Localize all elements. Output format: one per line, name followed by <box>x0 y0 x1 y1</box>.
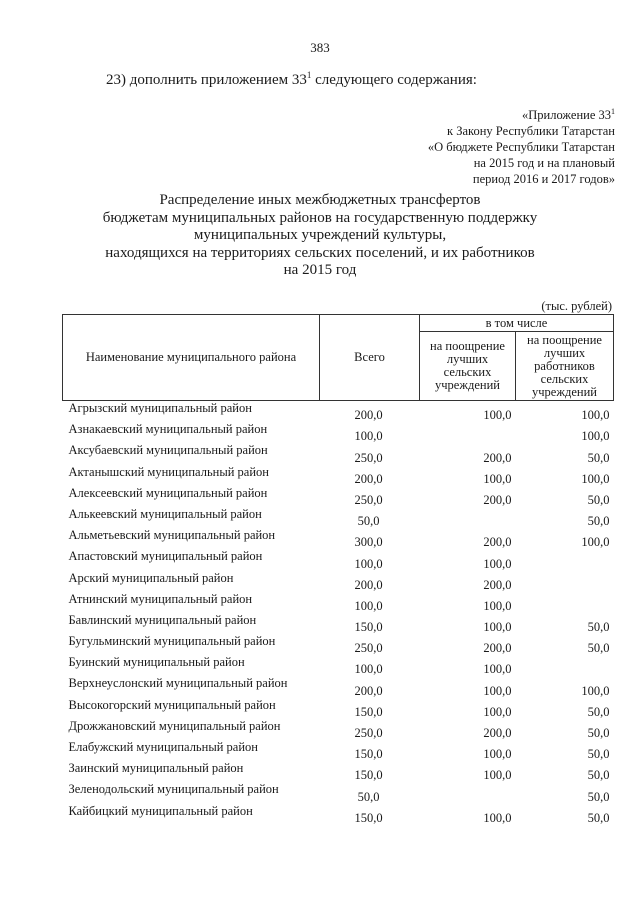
table-row <box>63 698 614 719</box>
title-line: муниципальных учреждений культуры, <box>193 227 447 243</box>
title-line: Распределение иных межбюджетных трансфертов <box>159 192 481 208</box>
title-line: на 2015 год <box>283 262 357 278</box>
district-name-cell: Алькеевский муниципальный район <box>68 506 262 521</box>
total-cell: 200,0 <box>354 577 383 592</box>
transfers-table <box>62 314 614 825</box>
table-row <box>63 401 614 423</box>
amendment-superscript: 1 <box>306 70 312 80</box>
best-institutions-cell: 100,0 <box>483 556 512 571</box>
best-workers-cell <box>516 571 614 592</box>
table-row <box>63 443 614 464</box>
header-name: Наименование муниципального района <box>63 315 320 401</box>
table-row <box>63 549 614 570</box>
total-cell: 150,0 <box>354 747 383 762</box>
district-name-cell: Аксубаевский муниципальный район <box>68 443 268 458</box>
table-row <box>63 655 614 676</box>
best-workers-cell: 100,0 <box>581 429 610 444</box>
total-cell: 150,0 <box>354 704 383 719</box>
best-institutions-cell: 200,0 <box>483 726 512 740</box>
total-cell: 100,0 <box>354 429 383 444</box>
best-workers-cell: 50,0 <box>587 620 610 635</box>
district-name-cell: Дрожжановский муниципальный район <box>68 718 281 733</box>
total-cell: 200,0 <box>354 408 383 423</box>
best-workers-cell <box>516 655 614 676</box>
best-workers-cell: 50,0 <box>587 726 610 740</box>
best-workers-cell: 50,0 <box>587 810 610 825</box>
best-workers-cell: 50,0 <box>587 641 610 656</box>
total-cell: 150,0 <box>354 620 383 635</box>
district-name-cell: Зеленодольский муниципальный район <box>68 782 279 797</box>
total-cell: 250,0 <box>354 641 383 656</box>
best-workers-cell: 100,0 <box>581 535 610 550</box>
best-workers-cell: 50,0 <box>587 450 610 465</box>
header-group: в том числе <box>420 315 614 332</box>
table-row <box>63 507 614 528</box>
district-name-cell: Высокогорский муниципальный район <box>68 697 276 712</box>
district-name-cell: Верхнеуслонский муниципальный район <box>68 676 288 691</box>
amendment-text <box>106 70 477 89</box>
district-name-cell: Азнакаевский муниципальный район <box>68 422 268 437</box>
amendment-suffix: следующего содержания: <box>311 72 477 88</box>
total-cell: 250,0 <box>354 492 383 507</box>
best-institutions-cell: 100,0 <box>483 408 512 423</box>
best-workers-cell: 50,0 <box>587 789 610 804</box>
best-workers-cell: 50,0 <box>587 492 610 507</box>
best-institutions-cell <box>420 422 516 443</box>
district-name-cell: Атнинский муниципальный район <box>68 591 253 606</box>
best-institutions-cell: 200,0 <box>483 535 512 550</box>
total-cell: 50,0 <box>357 789 380 804</box>
best-workers-cell <box>516 549 614 570</box>
total-cell: 250,0 <box>354 726 383 740</box>
appendix-reference <box>428 104 615 187</box>
appendix-superscript: 1 <box>611 107 615 116</box>
table-row <box>63 634 614 655</box>
table-row <box>63 422 614 443</box>
district-name-cell: Актанышский муниципальный район <box>68 464 269 479</box>
table-row <box>63 592 614 613</box>
best-institutions-cell: 100,0 <box>483 471 512 486</box>
district-name-cell: Алексеевский муниципальный район <box>68 485 268 500</box>
best-workers-cell <box>516 592 614 613</box>
total-cell: 150,0 <box>354 768 383 783</box>
title-line: бюджетам муниципальных районов на государственную поддержку <box>102 209 538 226</box>
page-number: 383 <box>310 40 330 55</box>
total-cell: 100,0 <box>354 662 383 677</box>
total-cell: 100,0 <box>354 598 383 613</box>
best-institutions-cell: 100,0 <box>483 598 512 613</box>
total-cell: 200,0 <box>354 683 383 698</box>
amendment-prefix: 23) дополнить приложением 33 <box>106 72 307 88</box>
table-row <box>63 676 614 697</box>
best-workers-cell: 50,0 <box>587 768 610 783</box>
best-institutions-cell: 200,0 <box>483 577 512 592</box>
total-cell: 200,0 <box>354 471 383 486</box>
best-institutions-cell: 100,0 <box>483 620 512 635</box>
table-row <box>63 613 614 634</box>
total-cell: 100,0 <box>354 556 383 571</box>
district-name-cell: Буинский муниципальный район <box>68 655 245 670</box>
appendix-line-1-text: «Приложение 33 <box>522 108 611 123</box>
best-institutions-cell: 200,0 <box>483 641 512 656</box>
best-institutions-cell: 100,0 <box>483 810 512 825</box>
best-institutions-cell <box>420 782 516 803</box>
best-workers-cell: 50,0 <box>587 704 610 719</box>
table-row <box>63 465 614 486</box>
district-name-cell: Бугульминский муниципальный район <box>68 634 276 649</box>
appendix-line-5: период 2016 и 2017 годов» <box>472 172 615 187</box>
best-institutions-cell: 100,0 <box>483 747 512 762</box>
table-header <box>63 315 614 401</box>
total-cell: 50,0 <box>357 514 380 529</box>
district-name-cell: Арский муниципальный район <box>68 570 234 585</box>
district-name-cell: Апастовский муниципальный район <box>68 549 263 564</box>
header-total: Всего <box>320 315 420 401</box>
appendix-line-3: «О бюджете Республики Татарстан <box>427 140 615 155</box>
table-body <box>63 401 614 825</box>
total-cell: 300,0 <box>354 535 383 550</box>
table-row <box>63 719 614 740</box>
appendix-line-4: на 2015 год и на плановый <box>473 156 615 171</box>
best-institutions-cell: 100,0 <box>483 704 512 719</box>
best-institutions-cell: 200,0 <box>483 492 512 507</box>
best-institutions-cell <box>420 507 516 528</box>
best-institutions-cell: 200,0 <box>483 450 512 465</box>
best-workers-cell: 100,0 <box>581 471 610 486</box>
appendix-line-1 <box>428 104 615 123</box>
district-name-cell: Альметьевский муниципальный район <box>68 528 276 543</box>
table-row <box>63 528 614 549</box>
header-best-institutions: на поощрение лучших сельских учреждений <box>420 332 516 401</box>
table-row <box>63 571 614 592</box>
table-row <box>63 761 614 782</box>
total-cell: 250,0 <box>354 450 383 465</box>
district-name-cell: Елабужский муниципальный район <box>68 740 258 754</box>
district-name-cell: Агрызский муниципальный район <box>68 401 252 415</box>
title-line: находящихся на территориях сельских поселений, и их работников <box>105 244 535 261</box>
best-institutions-cell: 100,0 <box>483 768 512 783</box>
best-workers-cell: 50,0 <box>587 747 610 762</box>
table-row <box>63 486 614 507</box>
best-workers-cell: 100,0 <box>581 408 610 423</box>
district-name-cell: Кайбицкий муниципальный район <box>68 803 253 818</box>
appendix-line-2: к Закону Республики Татарстан <box>447 124 615 139</box>
best-workers-cell: 50,0 <box>587 514 610 529</box>
total-cell: 150,0 <box>354 810 383 825</box>
best-workers-cell: 100,0 <box>581 683 610 698</box>
district-name-cell: Заинский муниципальный район <box>68 761 244 776</box>
units-label: (тыс. рублей) <box>541 299 612 313</box>
best-institutions-cell: 100,0 <box>483 683 512 698</box>
district-name-cell: Бавлинский муниципальный район <box>68 612 257 627</box>
table-row <box>63 782 614 803</box>
best-institutions-cell: 100,0 <box>483 662 512 677</box>
header-best-workers: на поощрение лучших работников сельских учреждений <box>516 332 614 401</box>
table-row <box>63 804 614 825</box>
table-row <box>63 740 614 761</box>
document-title <box>0 192 640 280</box>
